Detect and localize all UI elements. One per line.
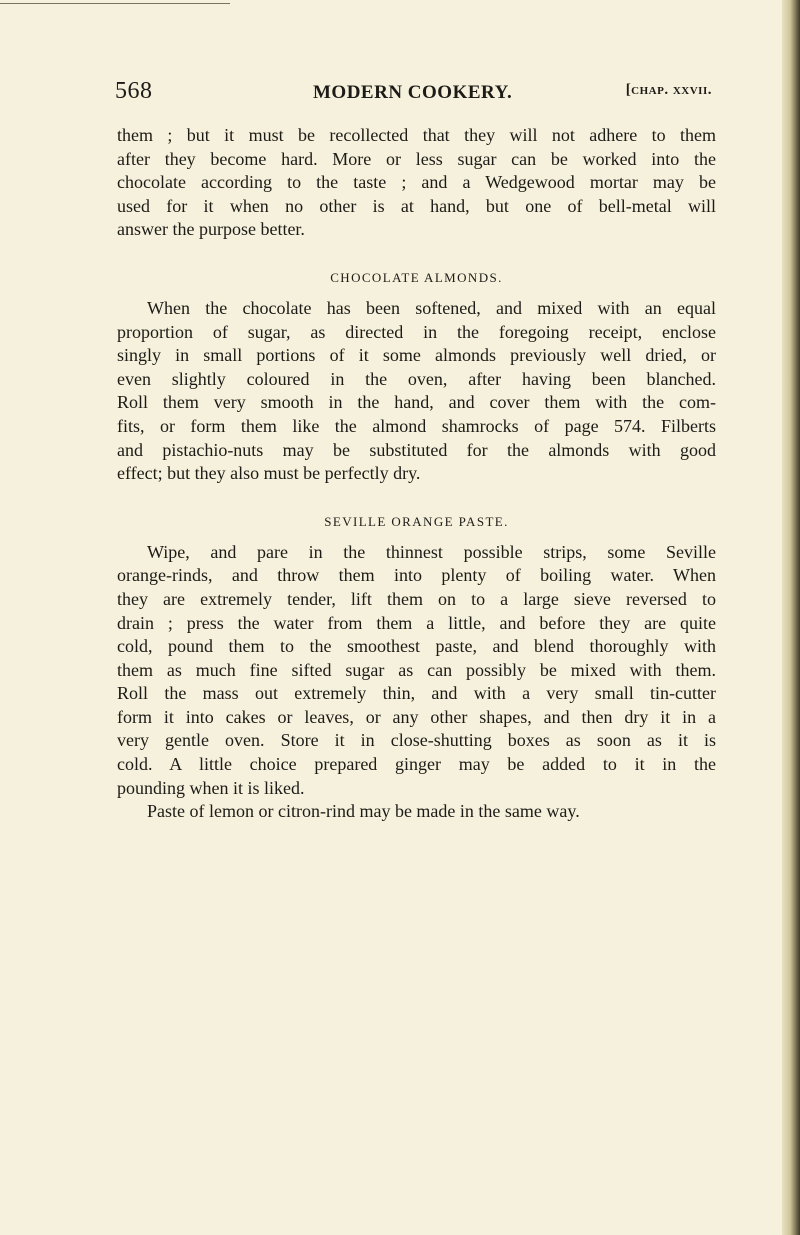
text-line: proportion of sugar, as directed in the foregoing receipt, enclose xyxy=(117,321,716,342)
text-line: even slightly coloured in the oven, after having been blanched. xyxy=(117,368,716,389)
text-line: cold, pound them to the smoothest paste, and blend thoroughly with xyxy=(117,636,716,657)
text-line: Paste of lemon or citron-rind may be made in the same way. xyxy=(147,801,580,822)
page-body xyxy=(117,124,716,824)
section-heading-seville-orange-paste: SEVILLE ORANGE PASTE. xyxy=(324,513,509,529)
text-line: orange-rinds, and throw them into plenty of boiling water. When xyxy=(117,565,716,586)
text-line: cold. A little choice prepared ginger may be added to it in the xyxy=(117,754,716,775)
text-line: When the chocolate has been softened, and mixed with an equal xyxy=(147,297,716,318)
text-line: and pistachio-nuts may be substituted for the almonds with good xyxy=(117,439,716,460)
page-number: 568 xyxy=(115,78,153,104)
text-line: Roll the mass out extremely thin, and with a very small tin-cutter xyxy=(117,683,716,704)
text-line: chocolate according to the taste ; and a Wedgewood mortar may be xyxy=(117,172,716,193)
chapter-reference: [chap. xxvii. xyxy=(625,82,712,98)
text-line: effect; but they also must be perfectly dry. xyxy=(117,463,421,484)
text-line: after they become hard. More or less sugar can be worked into the xyxy=(117,148,716,169)
top-rule xyxy=(0,3,230,4)
text-line: fits, or form them like the almond shamrocks of page 574. Filberts xyxy=(117,415,716,436)
text-line: answer the purpose better. xyxy=(117,219,305,240)
text-line: Roll them very smooth in the hand, and cover them with the com- xyxy=(117,392,716,413)
text-line: them ; but it must be recollected that they will not adhere to them xyxy=(117,125,716,145)
text-line: form it into cakes or leaves, or any other shapes, and then dry it in a xyxy=(117,706,716,727)
text-line: very gentle oven. Store it in close-shutting boxes as soon as it is xyxy=(117,730,716,751)
text-line: pounding when it is liked. xyxy=(117,777,305,798)
text-line: drain ; press the water from them a little, and before they are quite xyxy=(117,612,716,633)
running-title: MODERN COOKERY. xyxy=(313,82,513,103)
text-line: they are extremely tender, lift them on to a large sieve reversed to xyxy=(117,588,716,609)
text-line: singly in small portions of it some almonds previously well dried, or xyxy=(117,345,716,366)
text-line: them as much fine sifted sugar as can possibly be mixed with them. xyxy=(117,659,716,680)
section-heading-chocolate-almonds: CHOCOLATE ALMONDS. xyxy=(330,269,503,285)
page-edge-shadow xyxy=(782,0,800,1235)
text-line: Wipe, and pare in the thinnest possible strips, some Seville xyxy=(147,541,716,562)
text-line: used for it when no other is at hand, but one of bell-metal will xyxy=(117,195,716,216)
running-head xyxy=(115,78,712,108)
